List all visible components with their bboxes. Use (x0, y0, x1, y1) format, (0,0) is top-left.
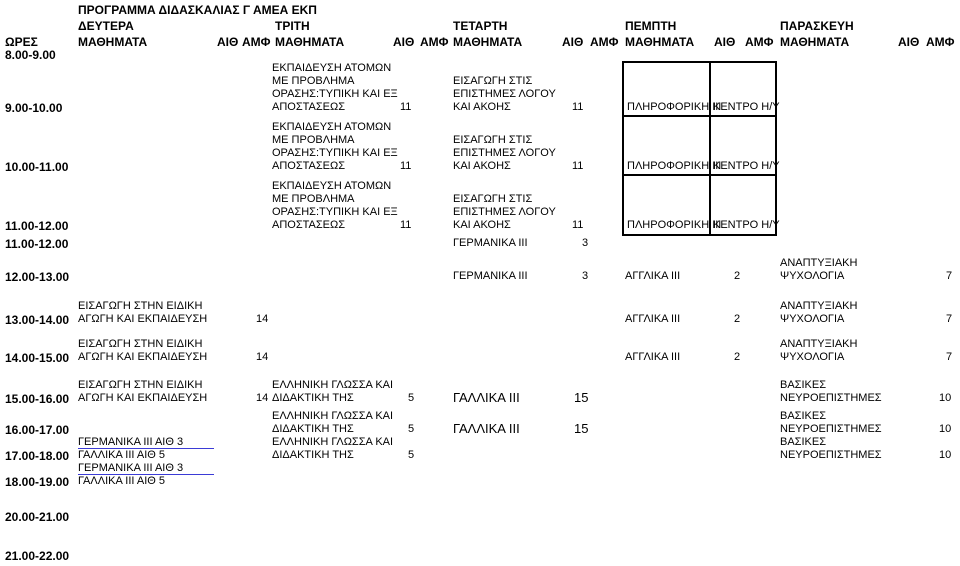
course-line: ΑΓΩΓΗ ΚΑΙ ΕΚΠΑΙΔΕΥΣΗ (78, 392, 208, 404)
room-header: ΑΙΘ (898, 35, 920, 49)
room-value: ΚΕΝΤΡΟ Η/Υ (713, 101, 780, 113)
year-value: 15 (574, 421, 589, 436)
course-line: ΨΥΧΟΛΟΓΙΑ (780, 270, 845, 282)
hour-label: 9.00-10.00 (5, 101, 63, 115)
day-tuesday: ΤΡΙΤΗ (275, 19, 310, 33)
hour-label: 13.00-14.00 (5, 313, 70, 327)
course-line: ΓΕΡΜΑΝΙΚΑ ΙΙΙ (453, 237, 528, 249)
year-value: 11 (572, 219, 584, 231)
year-header: ΑΜΦ (745, 35, 774, 49)
hour-label: 17.00-18.00 (5, 449, 70, 463)
course-line: ΓΕΡΜΑΝΙΚΑ ΙΙΙ ΑΙΘ 3 (78, 436, 184, 448)
year-value: 11 (400, 101, 412, 113)
course-line: ΓΕΡΜΑΝΙΚΑ ΙΙΙ ΑΙΘ 3 (78, 462, 184, 474)
course-line: ΑΝΑΠΤΥΞΙΑΚΗ (780, 338, 858, 350)
room-header: ΑΙΘ (562, 35, 584, 49)
course-line: ΓΕΡΜΑΝΙΚΑ ΙΙΙ (453, 270, 528, 282)
hours-header: ΩΡΕΣ (5, 35, 38, 49)
course-line: ΜΕ ΠΡΟΒΛΗΜΑ (272, 75, 355, 87)
course-line: ΕΛΛΗΝΙΚΗ ΓΛΩΣΣΑ ΚΑΙ (272, 379, 394, 391)
course-line: ΔΙΔΑΚΤΙΚΗ ΤΗΣ (272, 423, 354, 435)
year-value: 14 (256, 351, 269, 363)
course-line: ΝΕΥΡΟΕΠΙΣΤΗΜΕΣ (780, 423, 882, 435)
year-header: ΑΜΦ (926, 35, 955, 49)
box-border (622, 61, 777, 63)
courses-header: ΜΑΘΗΜΑΤΑ (625, 35, 695, 49)
day-wednesday: ΤΕΤΑΡΤΗ (453, 19, 508, 33)
course-line: ΨΥΧΟΛΟΓΙΑ (780, 313, 845, 325)
year-value: 11 (400, 219, 412, 231)
course-line: ΟΡΑΣΗΣ:ΤΥΠΙΚΗ ΚΑΙ ΕΞ (272, 147, 398, 159)
year-value: 10 (939, 423, 952, 435)
hour-label: 11.00-12.00 (5, 219, 69, 233)
room-header: ΑΙΘ (714, 35, 736, 49)
course-line: ΒΑΣΙΚΕΣ (780, 436, 827, 448)
course-line: ΚΑΙ ΑΚΟΗΣ (453, 160, 511, 172)
course-line: ΜΕ ΠΡΟΒΛΗΜΑ (272, 193, 355, 205)
year-value: 7 (946, 270, 953, 282)
hour-label: 18.00-19.00 (5, 475, 70, 489)
course-line: ΑΠΟΣΤΑΣΕΩΣ (272, 101, 346, 113)
day-friday: ΠΑΡΑΣΚΕΥΗ (780, 19, 854, 33)
course-line: ΚΑΙ ΑΚΟΗΣ (453, 219, 511, 231)
course-line: ΓΑΛΛΙΚΑ ΙΙΙ (453, 421, 520, 436)
course-line: ΠΛΗΡΟΦΟΡΙΚΗ ΙΙΙ (627, 160, 722, 172)
course-line: ΨΥΧΟΛΟΓΙΑ (780, 351, 845, 363)
course-line: ΒΑΣΙΚΕΣ (780, 410, 827, 422)
course-line: ΕΠΙΣΤΗΜΕΣ ΛΟΓΟΥ (453, 88, 556, 100)
course-line: ΑΓΓΛΙΚΑ ΙΙΙ (625, 313, 681, 325)
course-line: ΕΙΣΑΓΩΓΗ ΣΤΗΝ ΕΙΔΙΚΗ (78, 338, 203, 350)
year-value: 14 (256, 313, 269, 325)
course-line: ΑΠΟΣΤΑΣΕΩΣ (272, 219, 346, 231)
box-border (622, 234, 777, 236)
year-value: 2 (734, 351, 741, 363)
year-value: 7 (946, 313, 953, 325)
course-line: ΕΚΠΑΙΔΕΥΣΗ ΑΤΟΜΩΝ (272, 121, 392, 133)
hour-label: 16.00-17.00 (5, 423, 70, 437)
course-line: ΑΓΩΓΗ ΚΑΙ ΕΚΠΑΙΔΕΥΣΗ (78, 351, 208, 363)
room-header: ΑΙΘ (393, 35, 415, 49)
course-line: ΑΓΓΛΙΚΑ ΙΙΙ (625, 351, 681, 363)
course-line: ΠΛΗΡΟΦΟΡΙΚΗ ΙΙΙ (627, 219, 722, 231)
hour-label: 12.00-13.00 (5, 270, 70, 284)
course-line: ΑΠΟΣΤΑΣΕΩΣ (272, 160, 346, 172)
year-value: 11 (572, 160, 584, 172)
courses-header: ΜΑΘΗΜΑΤΑ (780, 35, 850, 49)
year-value: 7 (946, 351, 953, 363)
course-line: ΝΕΥΡΟΕΠΙΣΤΗΜΕΣ (780, 392, 882, 404)
box-border (775, 61, 777, 236)
course-line: ΚΑΙ ΑΚΟΗΣ (453, 101, 511, 113)
course-line: ΑΝΑΠΤΥΞΙΑΚΗ (780, 257, 858, 269)
hour-label: 11.00-12.00 (5, 237, 69, 251)
course-line: ΑΓΩΓΗ ΚΑΙ ΕΚΠΑΙΔΕΥΣΗ (78, 313, 208, 325)
year-value: 11 (572, 101, 584, 113)
course-line: ΕΛΛΗΝΙΚΗ ΓΛΩΣΣΑ ΚΑΙ (272, 410, 394, 422)
year-value: 5 (408, 423, 415, 435)
course-line: ΑΝΑΠΤΥΞΙΑΚΗ (780, 300, 858, 312)
course-line: ΠΛΗΡΟΦΟΡΙΚΗ ΙΙΙ (627, 101, 722, 113)
year-value: 2 (734, 270, 741, 282)
course-line: ΝΕΥΡΟΕΠΙΣΤΗΜΕΣ (780, 449, 882, 461)
room-value: ΚΕΝΤΡΟ Η/Υ (713, 160, 780, 172)
course-line: ΕΙΣΑΓΩΓΗ ΣΤΙΣ (453, 193, 533, 205)
course-line: ΟΡΑΣΗΣ:ΤΥΠΙΚΗ ΚΑΙ ΕΞ (272, 88, 398, 100)
year-header: ΑΜΦ (420, 35, 449, 49)
day-thursday: ΠΕΜΠΤΗ (625, 19, 677, 33)
box-border (622, 174, 777, 176)
year-value: 14 (256, 392, 269, 404)
year-header: ΑΜΦ (242, 35, 271, 49)
course-line: ΕΚΠΑΙΔΕΥΣΗ ΑΤΟΜΩΝ (272, 62, 392, 74)
courses-header: ΜΑΘΗΜΑΤΑ (453, 35, 523, 49)
box-border (622, 61, 624, 236)
hour-label: 14.00-15.00 (5, 351, 70, 365)
course-line: ΕΙΣΑΓΩΓΗ ΣΤΗΝ ΕΙΔΙΚΗ (78, 300, 203, 312)
course-line: ΓΑΛΛΙΚΑ ΙΙΙ (453, 390, 520, 405)
year-value: 3 (582, 237, 589, 249)
room-value: ΚΕΝΤΡΟ Η/Υ (713, 219, 780, 231)
hour-label: 10.00-11.00 (5, 160, 69, 174)
year-value: 10 (939, 449, 952, 461)
courses-header: ΜΑΘΗΜΑΤΑ (78, 35, 148, 49)
hour-label: 20.00-21.00 (5, 510, 70, 524)
page-title: ΠΡΟΓΡΑΜΜΑ ΔΙΔΑΣΚΑΛΙΑΣ Γ ΑΜΕΑ ΕΚΠ (78, 3, 317, 17)
course-line: ΓΑΛΛΙΚΑ ΙΙΙ ΑΙΘ 5 (78, 475, 166, 487)
hour-label: 21.00-22.00 (5, 549, 70, 563)
room-header: ΑΙΘ (217, 35, 239, 49)
box-border (709, 61, 711, 236)
course-line: ΕΙΣΑΓΩΓΗ ΣΤΙΣ (453, 75, 533, 87)
course-line: ΕΙΣΑΓΩΓΗ ΣΤΙΣ (453, 134, 533, 146)
year-value: 15 (574, 390, 589, 405)
course-line: ΜΕ ΠΡΟΒΛΗΜΑ (272, 134, 355, 146)
course-line: ΒΑΣΙΚΕΣ (780, 379, 827, 391)
course-line: ΕΛΛΗΝΙΚΗ ΓΛΩΣΣΑ ΚΑΙ (272, 436, 394, 448)
course-line: ΕΠΙΣΤΗΜΕΣ ΛΟΓΟΥ (453, 147, 556, 159)
hour-label: 15.00-16.00 (5, 392, 70, 406)
year-header: ΑΜΦ (590, 35, 619, 49)
year-value: 5 (408, 449, 415, 461)
day-monday: ΔΕΥΤΕΡΑ (78, 19, 134, 33)
year-value: 3 (582, 270, 589, 282)
year-value: 5 (408, 392, 415, 404)
courses-header: ΜΑΘΗΜΑΤΑ (275, 35, 345, 49)
box-border (622, 115, 777, 117)
course-line: ΟΡΑΣΗΣ:ΤΥΠΙΚΗ ΚΑΙ ΕΞ (272, 206, 398, 218)
hour-label: 8.00-9.00 (5, 48, 56, 62)
course-line: ΓΑΛΛΙΚΑ ΙΙΙ ΑΙΘ 5 (78, 449, 166, 461)
course-line: ΕΙΣΑΓΩΓΗ ΣΤΗΝ ΕΙΔΙΚΗ (78, 379, 203, 391)
year-value: 11 (400, 160, 412, 172)
course-line: ΔΙΔΑΚΤΙΚΗ ΤΗΣ (272, 392, 354, 404)
course-line: ΕΚΠΑΙΔΕΥΣΗ ΑΤΟΜΩΝ (272, 180, 392, 192)
course-line: ΕΠΙΣΤΗΜΕΣ ΛΟΓΟΥ (453, 206, 556, 218)
year-value: 10 (939, 392, 952, 404)
year-value: 2 (734, 313, 741, 325)
course-line: ΔΙΔΑΚΤΙΚΗ ΤΗΣ (272, 449, 354, 461)
course-line: ΑΓΓΛΙΚΑ ΙΙΙ (625, 270, 681, 282)
